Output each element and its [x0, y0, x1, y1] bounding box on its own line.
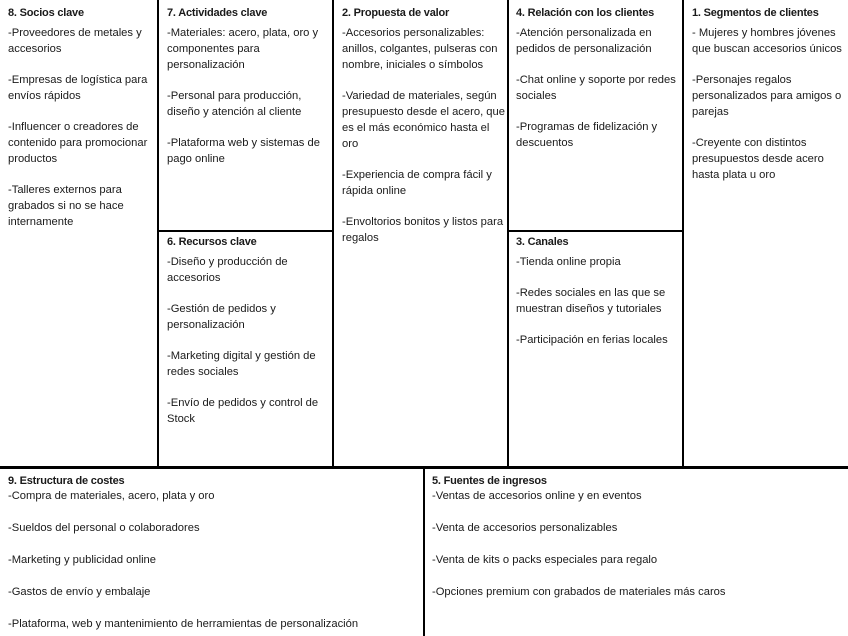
section-relacion-clientes	[516, 6, 680, 228]
list-item: -Programas de fidelización y descuentos	[516, 121, 658, 149]
list-item: -Marketing y publicidad online	[8, 554, 157, 566]
list-item: -Accesorios personalizables: anillos, colgantes, pulseras con nombre, iniciales o símbolos	[342, 27, 498, 71]
section-title: 6. Recursos clave	[167, 236, 257, 248]
list-item: -Plataforma web y sistemas de pago online	[167, 137, 320, 165]
divider-v-4	[682, 0, 684, 468]
list-item: -Envío de pedidos y control de Stock	[167, 397, 319, 425]
list-item: -Sueldos del personal o colaboradores	[8, 522, 200, 534]
section-propuesta-de-valor	[342, 6, 505, 464]
divider-v-bottom	[423, 468, 425, 636]
list-item: -Materiales: acero, plata, oro y componentes para personalización	[167, 27, 319, 71]
list-item: -Experiencia de compra fácil y rápida online	[342, 169, 492, 197]
divider-h-actividades-recursos	[157, 230, 334, 232]
section-title: 3. Canales	[516, 236, 569, 248]
list-item: -Marketing digital y gestión de redes sociales	[167, 350, 316, 378]
section-recursos-clave	[167, 235, 329, 464]
list-item: -Creyente con distintos presupuestos desde acero hasta plata u oro	[692, 137, 824, 181]
list-item: -Proveedores de metales y accesorios	[8, 27, 142, 55]
divider-h-relacion-canales	[507, 230, 684, 232]
section-segmentos-clientes	[692, 6, 846, 464]
list-item: - Mujeres y hombres jóvenes que buscan accesorios únicos	[692, 27, 842, 55]
section-estructura-costes	[8, 474, 420, 636]
section-title: 7. Actividades clave	[167, 7, 268, 19]
list-item: -Redes sociales en las que se muestran diseños y tutoriales	[516, 287, 666, 315]
divider-v-2	[332, 0, 334, 468]
list-item: -Talleres externos para grabados si no se hace internamente	[8, 184, 124, 228]
divider-v-3	[507, 0, 509, 468]
section-title: 9. Estructura de costes	[8, 475, 125, 487]
section-actividades-clave	[167, 6, 329, 228]
list-item: -Gestión de pedidos y personalización	[167, 303, 276, 331]
section-canales	[516, 235, 680, 464]
list-item: -Influencer o creadores de contenido para promocionar productos	[8, 121, 148, 165]
section-fuentes-ingresos	[432, 474, 846, 636]
list-item: -Envoltorios bonitos y listos para regalos	[342, 216, 504, 244]
list-item: -Participación en ferias locales	[516, 334, 668, 346]
list-item: -Tienda online propia	[516, 256, 621, 268]
section-title: 4. Relación con los clientes	[516, 7, 655, 19]
list-item: -Plataforma, web y mantenimiento de herramientas de personalización	[8, 618, 359, 630]
list-item: -Personal para producción, diseño y atención al cliente	[167, 90, 302, 118]
list-item: -Gastos de envío y embalaje	[8, 586, 151, 598]
list-item: -Venta de accesorios personalizables	[432, 522, 618, 534]
list-item: -Compra de materiales, acero, plata y oro	[8, 490, 215, 502]
divider-v-1	[157, 0, 159, 468]
list-item: -Variedad de materiales, según presupuesto desde el acero, que es el más económico hasta el oro	[342, 90, 505, 150]
list-item: -Chat online y soporte por redes sociales	[516, 74, 676, 102]
section-title: 1. Segmentos de clientes	[692, 7, 819, 19]
list-item: -Diseño y producción de accesorios	[167, 256, 288, 284]
list-item: -Venta de kits o packs especiales para regalo	[432, 554, 658, 566]
list-item: -Ventas de accesorios online y en eventos	[432, 490, 642, 502]
section-socios-clave	[8, 6, 154, 464]
list-item: -Empresas de logística para envíos rápidos	[8, 74, 148, 102]
list-item: -Atención personalizada en pedidos de personalización	[516, 27, 652, 55]
list-item: -Personajes regalos personalizados para amigos o parejas	[692, 74, 842, 118]
section-title: 8. Socios clave	[8, 7, 84, 19]
list-item: -Opciones premium con grabados de materiales más caros	[432, 586, 726, 598]
section-title: 5. Fuentes de ingresos	[432, 475, 547, 487]
section-title: 2. Propuesta de valor	[342, 7, 450, 19]
